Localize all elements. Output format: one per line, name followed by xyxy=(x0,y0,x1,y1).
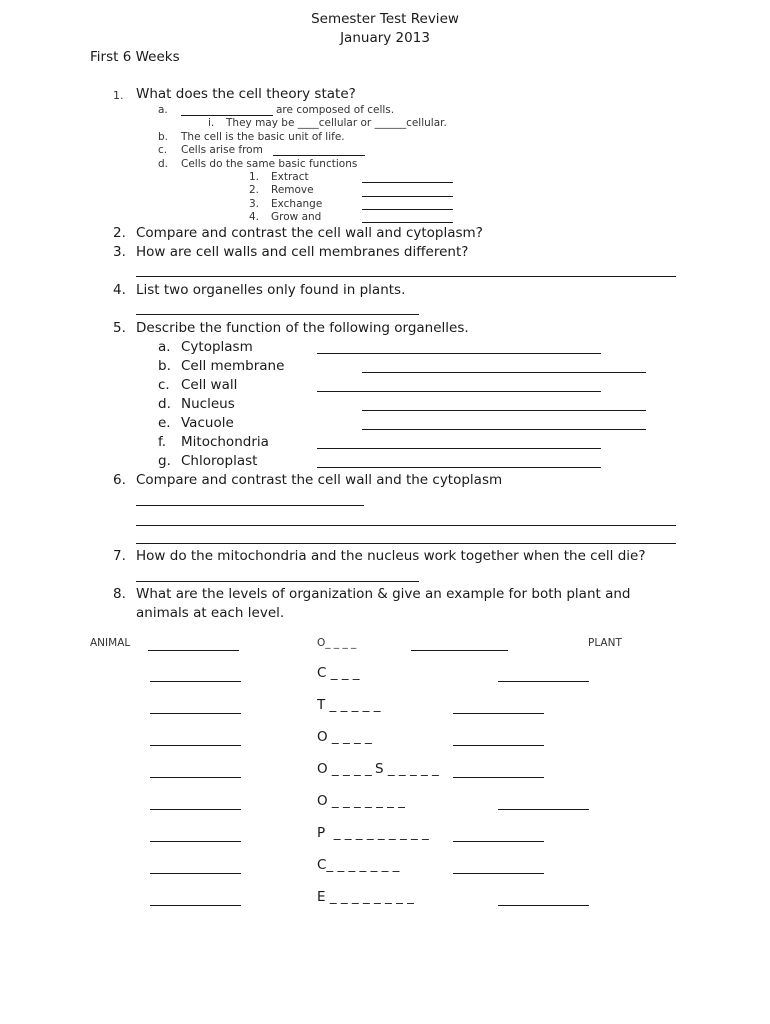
level-clue: P _ _ _ _ _ _ _ _ _ xyxy=(317,825,429,841)
q6-text: Compare and contrast the cell wall and the cytoplasm xyxy=(136,472,503,488)
function-blank[interactable] xyxy=(362,196,453,197)
level-clue-second: S _ _ _ _ _ xyxy=(375,761,439,777)
level-clue: C_ _ _ _ _ _ _ xyxy=(317,857,400,873)
organelle-answer-line[interactable] xyxy=(362,410,646,411)
function-label: Grow and xyxy=(271,211,322,223)
level-clue: E _ _ _ _ _ _ _ _ xyxy=(317,889,414,905)
q6-number: 6. xyxy=(113,472,126,488)
organelle-answer-line[interactable] xyxy=(317,448,601,449)
q3-number: 3. xyxy=(113,244,126,260)
plant-level-blank[interactable] xyxy=(498,905,589,906)
q7-text: How do the mitochondria and the nucleus work together when the cell die? xyxy=(136,548,646,564)
q1a-label: a. xyxy=(158,104,168,116)
organelle-letter: c. xyxy=(158,377,170,393)
plant-level-blank[interactable] xyxy=(411,650,508,651)
plant-level-blank[interactable] xyxy=(498,681,589,682)
animal-level-blank[interactable] xyxy=(150,713,241,714)
q8-number: 8. xyxy=(113,586,126,602)
organelle-name: Mitochondria xyxy=(181,434,269,450)
q7-answer-line[interactable] xyxy=(136,581,419,582)
animal-level-blank[interactable] xyxy=(150,681,241,682)
function-num: 1. xyxy=(249,171,260,183)
plant-level-blank[interactable] xyxy=(453,713,544,714)
q7-number: 7. xyxy=(113,548,126,564)
q1a-text: are composed of cells. xyxy=(276,104,395,116)
plant-level-blank[interactable] xyxy=(453,745,544,746)
organelle-name: Chloroplast xyxy=(181,453,258,469)
q3-answer-line[interactable] xyxy=(136,276,676,277)
function-label: Remove xyxy=(271,184,314,196)
organelle-name: Cytoplasm xyxy=(181,339,253,355)
organelle-letter: f. xyxy=(158,434,167,450)
q4-answer-line[interactable] xyxy=(136,314,419,315)
q1d-text: Cells do the same basic functions xyxy=(181,158,358,170)
plant-level-blank[interactable] xyxy=(453,873,544,874)
function-label: Extract xyxy=(271,171,309,183)
plant-level-blank[interactable] xyxy=(453,777,544,778)
organelle-answer-line[interactable] xyxy=(362,372,646,373)
animal-level-blank[interactable] xyxy=(150,873,241,874)
organelle-name: Cell wall xyxy=(181,377,238,393)
animal-level-blank[interactable] xyxy=(150,777,241,778)
animal-level-blank[interactable] xyxy=(150,745,241,746)
level-clue: O_ _ _ _ xyxy=(317,637,357,649)
q1ai-text: They may be ____cellular or ______cellular. xyxy=(226,117,447,129)
animal-level-blank[interactable] xyxy=(150,841,241,842)
q3-text: How are cell walls and cell membranes different? xyxy=(136,244,469,260)
page-title: Semester Test Review xyxy=(311,11,459,27)
level-clue: O _ _ _ _ xyxy=(317,761,372,777)
q1a-blank[interactable] xyxy=(181,115,273,116)
organelle-letter: e. xyxy=(158,415,171,431)
organelle-letter: g. xyxy=(158,453,171,469)
q1b-label: b. xyxy=(158,131,169,143)
organelle-letter: d. xyxy=(158,396,171,412)
page-date: January 2013 xyxy=(340,30,430,46)
animal-level-blank[interactable] xyxy=(148,650,239,651)
organelle-letter: b. xyxy=(158,358,171,374)
organelle-name: Nucleus xyxy=(181,396,235,412)
plant-level-blank[interactable] xyxy=(453,841,544,842)
level-clue: O _ _ _ _ xyxy=(317,729,372,745)
q4-number: 4. xyxy=(113,282,126,298)
q5-text: Describe the function of the following organelles. xyxy=(136,320,469,336)
q5-number: 5. xyxy=(113,320,126,336)
q1-number: 1. xyxy=(113,89,124,102)
animal-level-blank[interactable] xyxy=(150,905,241,906)
q1c-blank[interactable] xyxy=(273,155,365,156)
q6-answer-line[interactable] xyxy=(136,525,676,526)
animal-level-blank[interactable] xyxy=(150,809,241,810)
q4-text: List two organelles only found in plants. xyxy=(136,282,406,298)
q8-text-line1: What are the levels of organization & give an example for both plant and xyxy=(136,586,631,602)
organelle-answer-line[interactable] xyxy=(317,353,601,354)
organelle-answer-line[interactable] xyxy=(317,391,601,392)
q1d-label: d. xyxy=(158,158,169,170)
q2-number: 2. xyxy=(113,225,126,241)
q1-text: What does the cell theory state? xyxy=(136,86,356,102)
q6-answer-line[interactable] xyxy=(136,505,364,506)
q1ai-label: i. xyxy=(208,117,215,129)
organelle-answer-line[interactable] xyxy=(362,429,646,430)
q2-text: Compare and contrast the cell wall and cytoplasm? xyxy=(136,225,483,241)
function-num: 2. xyxy=(249,184,260,196)
q1c-text: Cells arise from xyxy=(181,144,263,156)
function-num: 4. xyxy=(249,211,260,223)
organelle-name: Vacuole xyxy=(181,415,234,431)
section-heading: First 6 Weeks xyxy=(90,49,180,65)
function-label: Exchange xyxy=(271,198,323,210)
level-clue: O _ _ _ _ _ _ _ xyxy=(317,793,405,809)
organelle-answer-line[interactable] xyxy=(317,467,601,468)
level-clue: C _ _ _ xyxy=(317,665,360,681)
plant-column-label: PLANT xyxy=(588,637,622,649)
function-blank[interactable] xyxy=(362,182,453,183)
function-blank[interactable] xyxy=(362,209,453,210)
q1b-text: The cell is the basic unit of life. xyxy=(181,131,345,143)
organelle-letter: a. xyxy=(158,339,171,355)
function-blank[interactable] xyxy=(362,222,453,223)
q1c-label: c. xyxy=(158,144,168,156)
animal-column-label: ANIMAL xyxy=(90,637,131,649)
plant-level-blank[interactable] xyxy=(498,809,589,810)
q8-text-line2: animals at each level. xyxy=(136,605,285,621)
function-num: 3. xyxy=(249,198,260,210)
q6-answer-line[interactable] xyxy=(136,543,676,544)
level-clue: T _ _ _ _ _ xyxy=(317,697,381,713)
organelle-name: Cell membrane xyxy=(181,358,285,374)
